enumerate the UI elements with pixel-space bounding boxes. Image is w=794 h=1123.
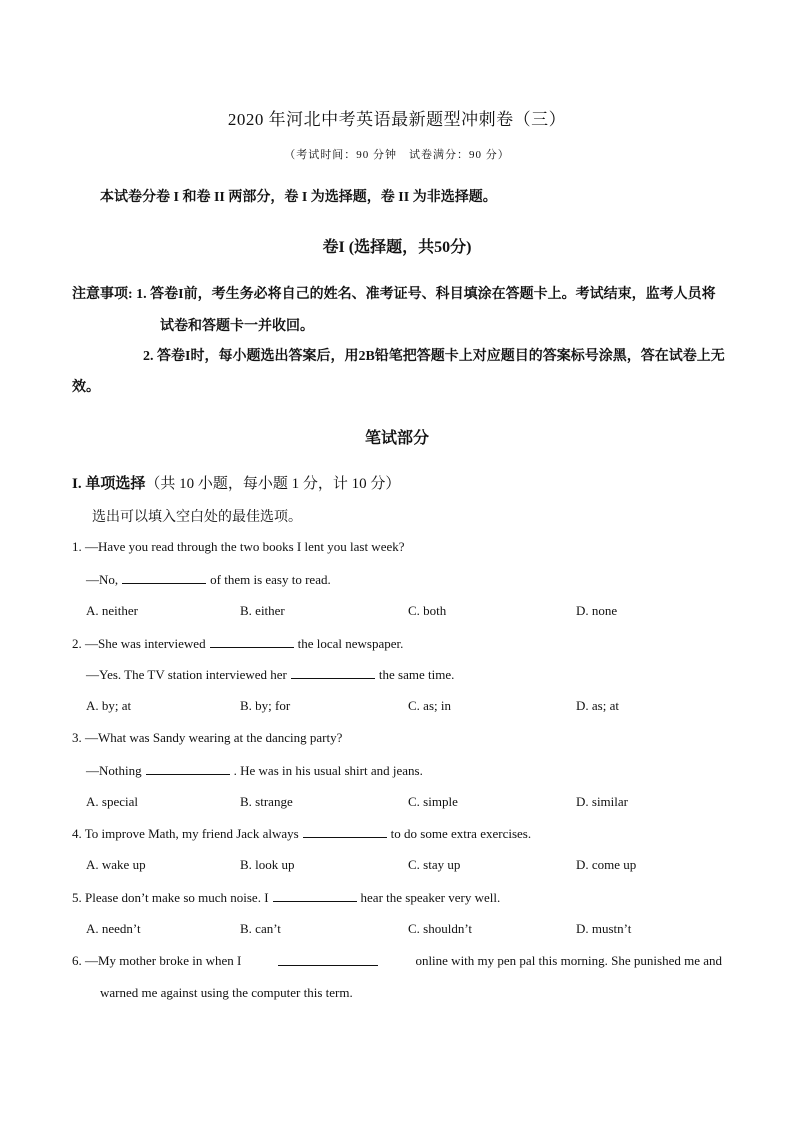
answer-blank	[146, 762, 230, 775]
q2-text-a: 2. —She was interviewed	[72, 636, 206, 651]
answer-blank	[303, 825, 387, 838]
q4-text-a: 4. To improve Math, my friend Jack always	[72, 826, 299, 841]
q5-option-b: B. can’t	[240, 921, 281, 936]
q1-answer-line	[86, 571, 331, 588]
q2-answer-line	[86, 666, 454, 683]
notes-item2-cont: 效。	[72, 380, 100, 395]
q4-option-b: B. look up	[240, 857, 295, 872]
q2-option-a: A. by; at	[86, 698, 132, 713]
notes-item1-cont: 试卷和答题卡一并收回。	[160, 319, 314, 334]
q3-option-d: D. similar	[576, 794, 628, 809]
q3-option-a: A. special	[86, 794, 138, 809]
notes-label: 注意事项:	[72, 287, 133, 302]
q3-answer-line	[86, 762, 423, 779]
q6-stem-cont: warned me against using the computer this term.	[100, 985, 353, 1000]
q2-text-d: the same time.	[378, 667, 455, 682]
q6-text-a: 6. —My mother broke in when I	[72, 953, 242, 968]
part1-title: 卷I (选择题，共50分)	[322, 239, 472, 256]
q4-text-b: to do some extra exercises.	[390, 826, 532, 841]
exam-title: 2020 年河北中考英语最新题型冲刺卷（三）	[227, 110, 567, 129]
q4-stem	[72, 825, 531, 842]
q2-text-b: the local newspaper.	[297, 636, 404, 651]
q5-stem	[72, 889, 500, 906]
q2-text-c: —Yes. The TV station interviewed her	[86, 667, 287, 682]
q2-option-d: D. as; at	[576, 698, 619, 713]
q4-option-a: A. wake up	[86, 857, 146, 872]
answer-blank	[210, 635, 294, 648]
q6-stem	[72, 953, 722, 969]
q1-option-d: D. none	[576, 603, 618, 618]
q1-option-b: B. either	[240, 603, 285, 618]
section1-heading	[72, 472, 400, 493]
notes-line-1	[72, 283, 716, 303]
q3-stem: 3. —What was Sandy wearing at the dancing party?	[72, 730, 343, 745]
q3-text-a: —Nothing	[86, 763, 142, 778]
q4-option-c: C. stay up	[408, 857, 461, 872]
section1-heading-label: I. 单项选择	[72, 476, 146, 492]
q5-option-a: A. needn’t	[86, 921, 141, 936]
answer-blank	[291, 666, 375, 679]
q3-option-b: B. strange	[240, 794, 293, 809]
answer-blank	[273, 889, 357, 902]
q1-text-b: of them is easy to read.	[210, 572, 331, 587]
q2-stem	[72, 635, 403, 652]
section1-heading-extra: （共 10 小题，每小题 1 分，计 10 分）	[145, 476, 401, 492]
q5-option-d: D. mustn’t	[576, 921, 632, 936]
written-part-title: 笔试部分	[364, 430, 429, 447]
q1-text-a: —No,	[86, 572, 119, 587]
q1-option-a: A. neither	[86, 603, 138, 618]
q1-option-c: C. both	[408, 603, 447, 618]
answer-blank	[122, 571, 206, 584]
intro-text: 本试卷分卷 I 和卷 II 两部分，卷 I 为选择题，卷 II 为非选择题。	[100, 190, 497, 205]
exam-subtitle: （考试时间：90 分钟 试卷满分：90 分）	[284, 149, 510, 161]
q2-option-b: B. by; for	[240, 698, 291, 713]
q3-text-b: . He was in his usual shirt and jeans.	[233, 763, 423, 778]
q6-text-b: online with my pen pal this morning. She punished me and	[415, 953, 722, 968]
q5-text-a: 5. Please don’t make so much noise. I	[72, 890, 269, 905]
notes-item1: 1. 答卷I前，考生务必将自己的姓名、准考证号、科目填涂在答题卡上。考试结束，监考人员将	[136, 287, 716, 302]
q1-stem: 1. —Have you read through the two books I lent you last week?	[72, 539, 405, 554]
q5-option-c: C. shouldn’t	[408, 921, 473, 936]
answer-blank	[278, 953, 378, 966]
q5-text-b: hear the speaker very well.	[360, 890, 501, 905]
section1-instruction: 选出可以填入空白处的最佳选项。	[92, 510, 302, 525]
q4-option-d: D. come up	[576, 857, 637, 872]
q3-option-c: C. simple	[408, 794, 458, 809]
q2-option-c: C. as; in	[408, 698, 451, 713]
notes-item2: 2. 答卷I时，每小题选出答案后，用2B铅笔把答题卡上对应题目的答案标号涂黑，答在试卷上无	[143, 349, 725, 364]
